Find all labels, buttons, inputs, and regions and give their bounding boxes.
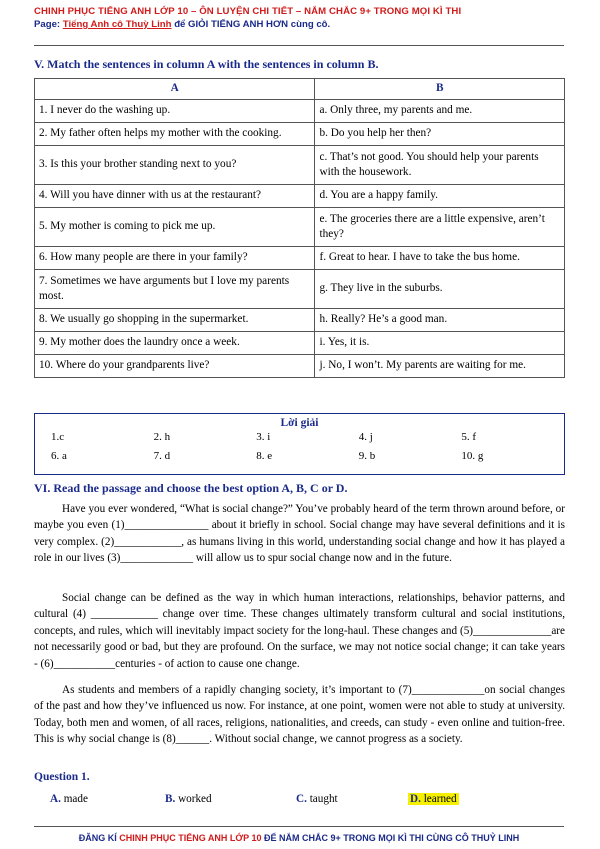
table-row: [35, 100, 565, 123]
page-header: [34, 6, 564, 30]
section-5-title: V. Match the sentences in column A with the sentences in column B.: [34, 57, 379, 71]
column-b-cell: f. Great to hear. I have to take the bus home.: [315, 247, 565, 270]
solution-box: [34, 413, 565, 475]
header-divider: [34, 45, 564, 46]
header-page-prefix: Page:: [34, 19, 63, 30]
column-a-cell: 5. My mother is coming to pick me up.: [35, 208, 315, 247]
solution-answers: [35, 429, 564, 462]
column-a-cell: 10. Where do your grandparents live?: [35, 355, 315, 378]
column-a-cell: 3. Is this your brother standing next to you?: [35, 146, 315, 185]
option-c[interactable]: [296, 793, 338, 805]
column-a-cell: 9. My mother does the laundry once a week.: [35, 332, 315, 355]
table-row: [35, 332, 565, 355]
column-b-cell: h. Really? He’s a good man.: [315, 309, 565, 332]
column-a-cell: 7. Sometimes we have arguments but I love my parents most.: [35, 270, 315, 309]
column-b-header: B: [315, 79, 565, 100]
column-a-cell: 1. I never do the washing up.: [35, 100, 315, 123]
option-text: taught: [309, 793, 338, 805]
answer-item: 7. d: [153, 450, 171, 462]
option-text: learned: [423, 793, 457, 805]
column-a-cell: 6. How many people are there in your family?: [35, 247, 315, 270]
passage-paragraph-2: [34, 590, 565, 672]
answer-highlight: [408, 793, 459, 805]
option-letter: D.: [410, 793, 421, 805]
option-text: made: [63, 793, 88, 805]
table-row: [35, 146, 565, 185]
table-row: [35, 185, 565, 208]
answer-item: 1.c: [51, 431, 65, 443]
table-row: [35, 355, 565, 378]
question-1-label: Question 1.: [34, 771, 90, 783]
column-a-cell: 2. My father often helps my mother with the cooking.: [35, 123, 315, 146]
answer-item: 2. h: [153, 431, 171, 443]
footer-text: ĐỂ NẮM CHẮC 9+ TRONG MỌI KÌ THI CÙNG CÔ THUỶ LINH: [261, 833, 520, 843]
answer-item: 5. f: [461, 431, 477, 443]
paragraph-text: Social change can be defined as the way in which human interactions, relationships, behavior patterns, and cultural (4) ____________ change over time. These changes ultimately transform cultural and social institutions, concepts, and rules, which will inevitably impact society for the long-haul. These changes and (5)______________are not necessarily good or bad, but they are profound. On the surface, we may not notice social change; it can take years - (6)___________centuries - of action to cause one change.: [34, 592, 565, 670]
column-b-cell: j. No, I won’t. My parents are waiting for me.: [315, 355, 565, 378]
answer-item: 10. g: [461, 450, 484, 462]
answer-item: 6. a: [51, 450, 67, 462]
option-letter: B.: [165, 793, 176, 805]
column-a-cell: 8. We usually go shopping in the supermarket.: [35, 309, 315, 332]
column-a-header: A: [35, 79, 315, 100]
option-b[interactable]: [165, 793, 212, 805]
page-footer: [34, 833, 564, 843]
column-b-cell: b. Do you help her then?: [315, 123, 565, 146]
table-row: [35, 208, 565, 247]
match-table: [34, 78, 565, 378]
column-b-cell: d. You are a happy family.: [315, 185, 565, 208]
footer-course: CHINH PHỤC TIẾNG ANH LỚP 10: [119, 833, 262, 843]
table-row: [35, 309, 565, 332]
column-a-cell: 4. Will you have dinner with us at the restaurant?: [35, 185, 315, 208]
passage-paragraph-1: [34, 501, 565, 567]
answer-item: 8. e: [256, 450, 273, 462]
table-row: [35, 247, 565, 270]
footer-text: ĐĂNG KÍ: [78, 833, 120, 843]
option-d[interactable]: [408, 793, 459, 805]
option-letter: C.: [296, 793, 307, 805]
answer-item: 3. i: [256, 431, 271, 443]
paragraph-text: Have you ever wondered, “What is social change?” You’ve probably heard of the term thrown around before, or maybe you even (1)_______________ about it briefly in school. Social change may have several definitions and it is very complex. (2)____________, as humans living in this world, understanding social change and how it has played a role in our lives (3)_____________ will allow us to spur social change now and in the future.: [34, 503, 565, 565]
column-b-cell: i. Yes, it is.: [315, 332, 565, 355]
column-b-cell: a. Only three, my parents and me.: [315, 100, 565, 123]
solution-title: Lời giải: [280, 417, 319, 429]
option-a[interactable]: [50, 793, 88, 805]
section-6-title: VI. Read the passage and choose the best option A, B, C or D.: [34, 481, 348, 495]
column-b-cell: e. The groceries there are a little expensive, aren’t they?: [315, 208, 565, 247]
answer-item: 9. b: [358, 450, 376, 462]
column-b-cell: g. They live in the suburbs.: [315, 270, 565, 309]
table-row: [35, 270, 565, 309]
paragraph-text: As students and members of a rapidly changing society, it’s important to (7)_____________on social changes of the past and how they’ve influenced us now. For instance, at one point, women were not able to study at university. Today, both men and women, of all races, religions, nationalities, and creeds, can study - even online and tuition-free. This is why social change is (8)______. Without social change, we cannot progress as a society.: [34, 684, 565, 746]
passage-paragraph-3: [34, 682, 565, 748]
option-letter: A.: [50, 793, 61, 805]
header-title: CHINH PHỤC TIẾNG ANH LỚP 10 – ÔN LUYỆN CHI TIẾT – NẮM CHẮC 9+ TRONG MỌI KÌ THI: [34, 6, 462, 17]
header-page-link[interactable]: Tiếng Anh cô Thuỳ Linh: [62, 19, 172, 30]
table-row: [35, 123, 565, 146]
answer-item: 4. j: [358, 431, 373, 443]
header-page-suffix: để GIỎI TIẾNG ANH HƠN cùng cô.: [171, 19, 331, 30]
header-subtitle: [34, 19, 564, 30]
column-b-cell: c. That’s not good. You should help your parents with the housework.: [315, 146, 565, 185]
footer-divider: [34, 826, 564, 827]
option-text: worked: [178, 793, 212, 805]
